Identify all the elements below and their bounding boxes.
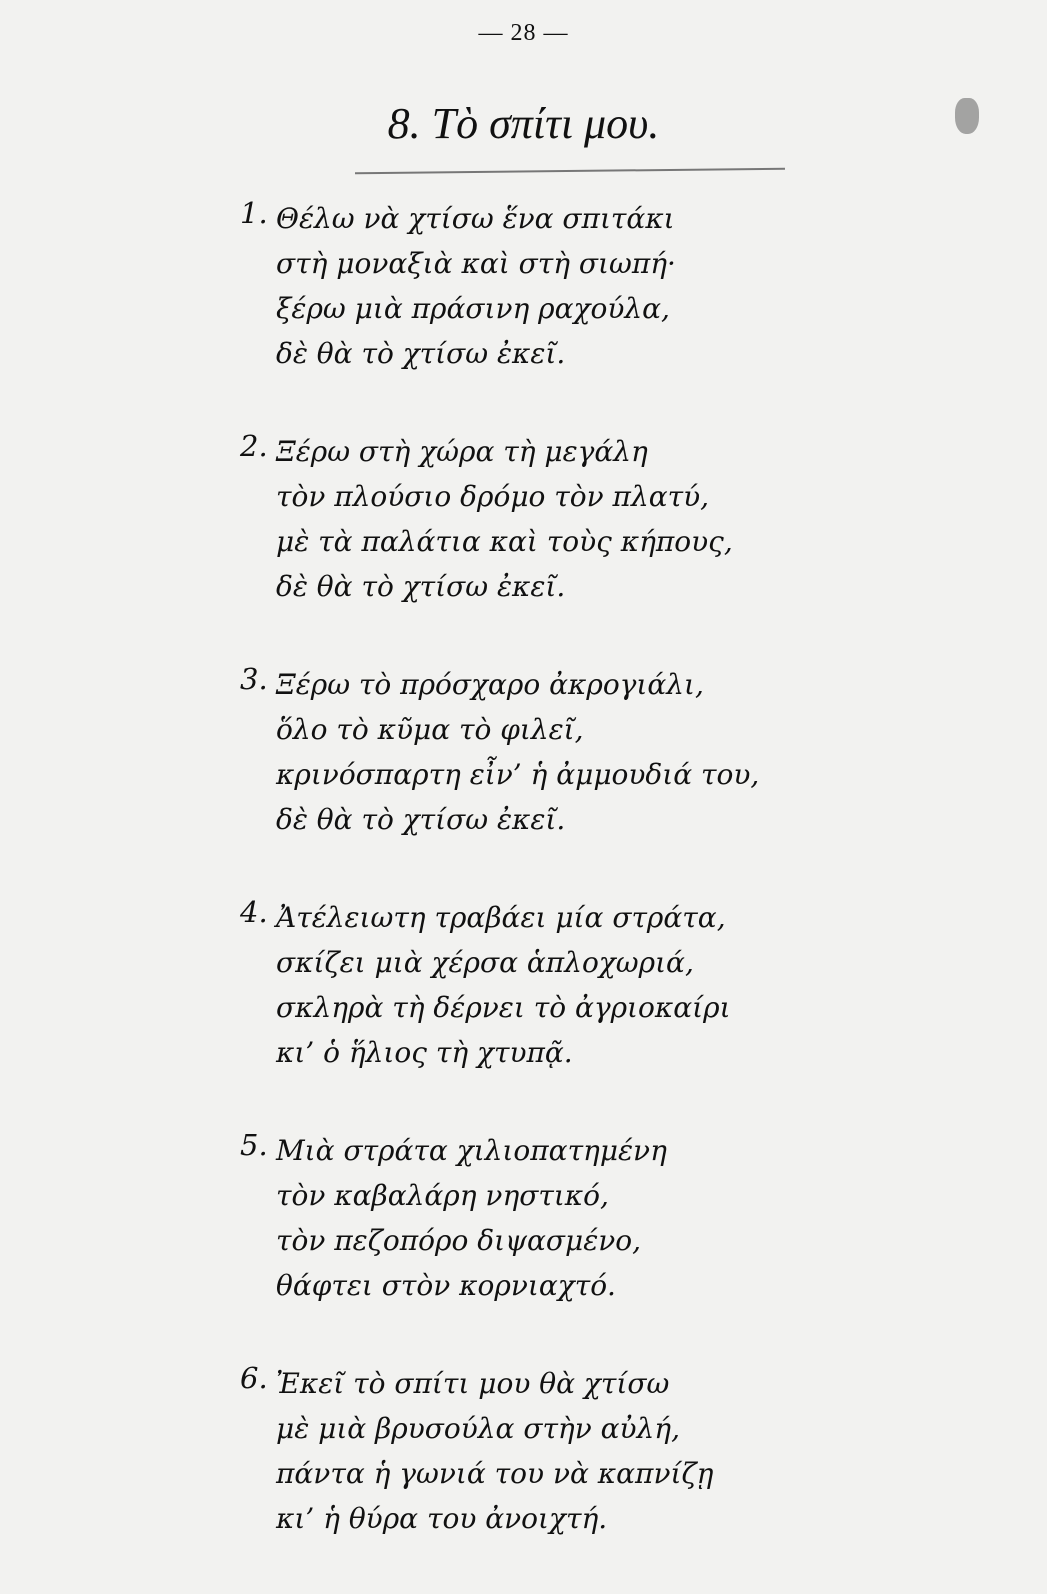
verse-line: ὅλο τὸ κῦμα τὸ φιλεῖ,	[276, 713, 584, 746]
verse-line: Ἐκεῖ τὸ σπίτι μου θὰ χτίσω	[276, 1367, 670, 1400]
verse-line: θάφτει στὸν κορνιαχτό.	[276, 1269, 616, 1302]
page-number: — 28 —	[478, 20, 569, 46]
stanza-number: 2.	[240, 429, 268, 463]
poem-body	[240, 196, 840, 1594]
verse-line: δὲ θὰ τὸ χτίσω ἐκεῖ.	[276, 803, 566, 836]
verse-line: μὲ μιὰ βρυσούλα στὴν αὐλή,	[276, 1412, 680, 1445]
verse-line: κι’ ἡ θύρα του ἀνοιχτή.	[276, 1502, 608, 1535]
verse-line: Θέλω νὰ χτίσω ἕνα σπιτάκι	[276, 202, 675, 235]
stanza-number: 4.	[240, 895, 268, 929]
verse-line: δὲ θὰ τὸ χτίσω ἐκεῖ.	[276, 570, 566, 603]
verse-line: τὸν πεζοπόρο διψασμένο,	[276, 1224, 642, 1257]
verse-line: Μιὰ στράτα χιλιοπατημένη	[276, 1134, 667, 1167]
verse-line: κρινόσπαρτη εἶν’ ἡ ἀμμουδιά του,	[276, 758, 760, 791]
verse-line: ξέρω μιὰ πράσινη ραχούλα,	[276, 292, 670, 325]
stanza-3	[240, 662, 840, 842]
verse-line: κι’ ὁ ἥλιος τὴ χτυπᾷ.	[276, 1036, 573, 1069]
verse-line: δὲ θὰ τὸ χτίσω ἐκεῖ.	[276, 337, 566, 370]
verse-line: Ἀτέλειωτη τραβάει μία στράτα,	[276, 901, 726, 934]
stanza-number: 3.	[240, 662, 268, 696]
stanza-1	[240, 196, 840, 376]
stanza-4	[240, 895, 840, 1075]
verse-line: σκληρὰ τὴ δέρνει τὸ ἀγριοκαίρι	[276, 991, 731, 1024]
verse-line: σκίζει μιὰ χέρσα ἁπλοχωριά,	[276, 946, 694, 979]
stanza-number: 5.	[240, 1128, 268, 1162]
verse-line: μὲ τὰ παλάτια καὶ τοὺς κήπους,	[276, 525, 733, 558]
verse-line: στὴ μοναξιὰ καὶ στὴ σιωπή·	[276, 247, 676, 280]
verse-line: τὸν πλούσιο δρόμο τὸν πλατύ,	[276, 480, 710, 513]
poem-title: 8. Τὸ σπίτι μου.	[387, 99, 660, 148]
title-underline	[355, 168, 785, 175]
verse-line: Ξέρω τὸ πρόσχαρο ἀκρογιάλι,	[276, 668, 704, 701]
stanza-6	[240, 1361, 840, 1541]
stanza-number: 6.	[240, 1361, 268, 1395]
stanza-2	[240, 429, 840, 609]
stanza-number: 1.	[240, 196, 268, 230]
stanza-5	[240, 1128, 840, 1308]
verse-line: Ξέρω στὴ χώρα τὴ μεγάλη	[276, 435, 648, 468]
verse-line: τὸν καβαλάρη νηστικό,	[276, 1179, 609, 1212]
verse-line: πάντα ἡ γωνιά του νὰ καπνίζῃ	[276, 1457, 714, 1490]
